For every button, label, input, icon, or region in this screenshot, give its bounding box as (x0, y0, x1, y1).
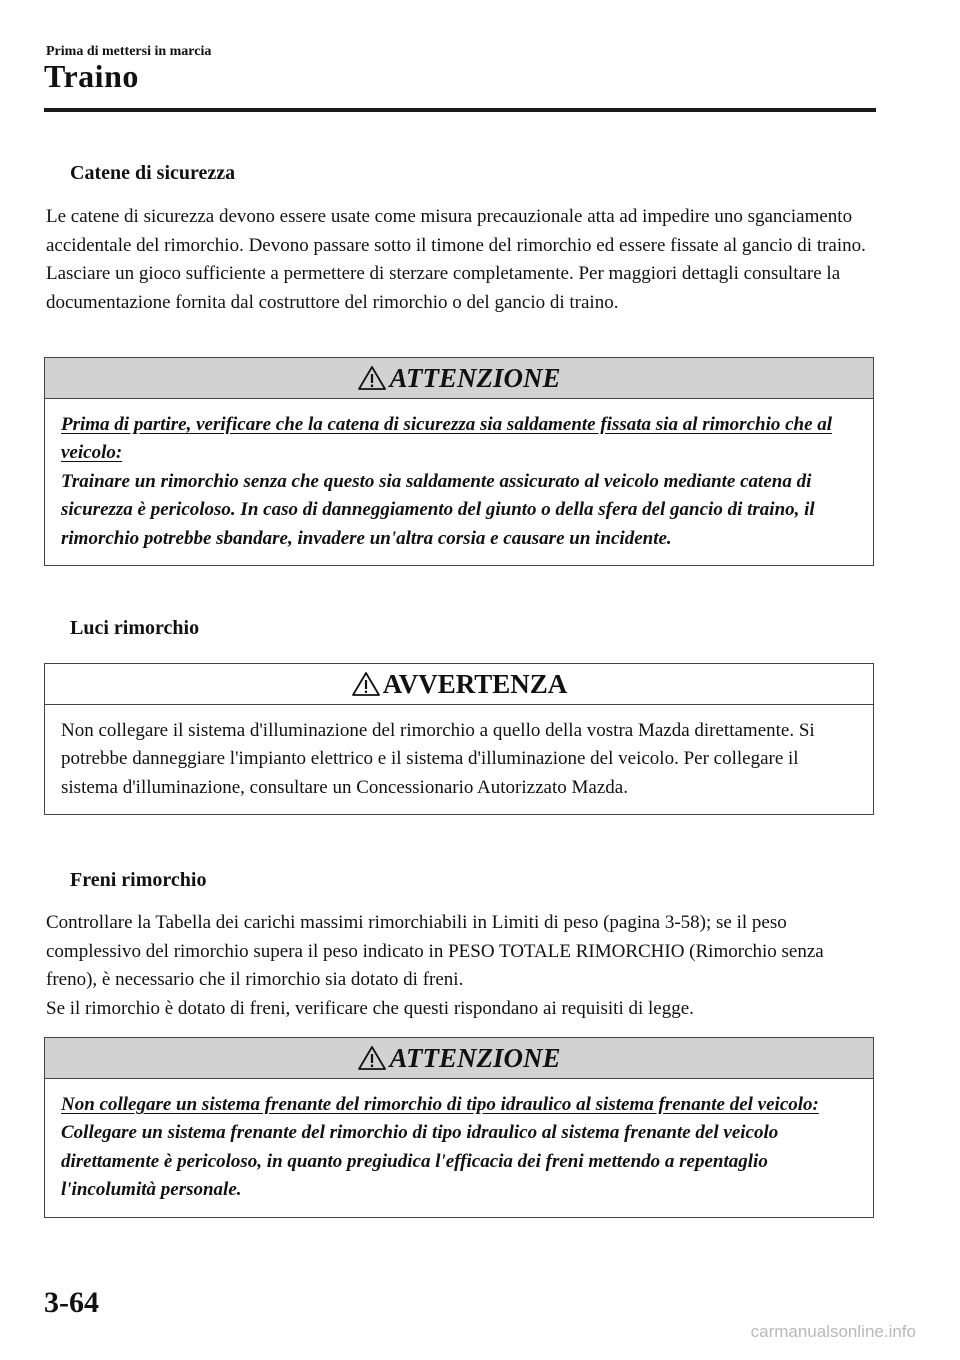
watermark: carmanualsonline.info (750, 1322, 916, 1341)
caution-text: Trainare un rimorchio senza che questo sia saldamente assicurato al veicolo mediante catena di sicurezza è pericoloso. In caso di danneggiamento del giunto o della sfera del gancio di traino, il rimorchio potrebbe sbandare, invadere un'altra corsia e causare un incidente. (61, 470, 815, 549)
caution-box-body (45, 399, 873, 565)
notice-text: Non collegare il sistema d'illuminazione del rimorchio a quello della vostra Mazda direttamente. Si potrebbe danneggiare l'impianto elettrico e il sistema d'illuminazione del veicolo. Per collegare il sistema d'illuminazione, consultare un Concessionario Autorizzato Mazda. (61, 720, 815, 798)
warning-triangle-icon (357, 365, 387, 391)
caution-text: Collegare un sistema frenante del rimorchio di tipo idraulico al sistema frenante del veicolo direttamente è pericoloso, in quanto pregiudica l'efficacia dei freni mettendo a repentaglio l'incolumità personale. (61, 1122, 779, 1201)
safety-chains-paragraph (46, 203, 874, 317)
caution-box-trailer-brakes (44, 1037, 874, 1218)
caution-title: ATTENZIONE (389, 362, 561, 393)
caution-lead: Prima di partire, verificare che la catena di sicurezza sia saldamente fissata sia al rimorchio che al veicolo: (61, 414, 833, 464)
warning-triangle-icon (351, 671, 381, 697)
notice-box-header (45, 664, 873, 705)
caution-box-safety-chains (44, 357, 874, 566)
page-number: 3-64 (44, 1286, 99, 1319)
caution-lead: Non collegare un sistema frenante del rimorchio di tipo idraulico al sistema frenante del veicolo: (61, 1094, 819, 1115)
section-heading-trailer-lights: Luci rimorchio (70, 617, 200, 639)
paragraph-text: Controllare la Tabella dei carichi massimi rimorchiabili in Limiti di peso (pagina 3-58); se il peso complessivo del rimorchio supera il peso indicato in PESO TOTALE RIMORCHIO (Rimorchio senza freno), è necessario che il rimorchio sia dotato di freni. (46, 912, 824, 991)
running-head: Prima di mettersi in marcia (46, 44, 212, 59)
notice-title: AVVERTENZA (382, 668, 568, 699)
caution-box-header (45, 358, 873, 399)
notice-box-trailer-lights (44, 663, 874, 815)
caution-box-body (45, 1079, 873, 1217)
section-heading-safety-chains: Catene di sicurezza (70, 162, 236, 184)
header-rule (44, 108, 876, 112)
warning-triangle-icon (357, 1045, 387, 1071)
trailer-brakes-paragraph (46, 909, 874, 1023)
caution-title: ATTENZIONE (389, 1042, 561, 1073)
chapter-title: Traino (44, 58, 139, 94)
caution-box-header (45, 1038, 873, 1079)
notice-box-body (45, 705, 873, 814)
paragraph-text: Se il rimorchio è dotato di freni, verificare che questi rispondano ai requisiti di legge. (46, 997, 694, 1019)
section-heading-trailer-brakes: Freni rimorchio (70, 869, 207, 891)
paragraph-text: Le catene di sicurezza devono essere usate come misura precauzionale atta ad impedire uno sganciamento accidentale del rimorchio. Devono passare sotto il timone del rimorchio ed essere fissate al gancio di traino. Lasciare un gioco sufficiente a permettere di sterzare completamente. Per maggiori dettagli consultare la documentazione fornita dal costruttore del rimorchio o del gancio di traino. (46, 206, 866, 313)
